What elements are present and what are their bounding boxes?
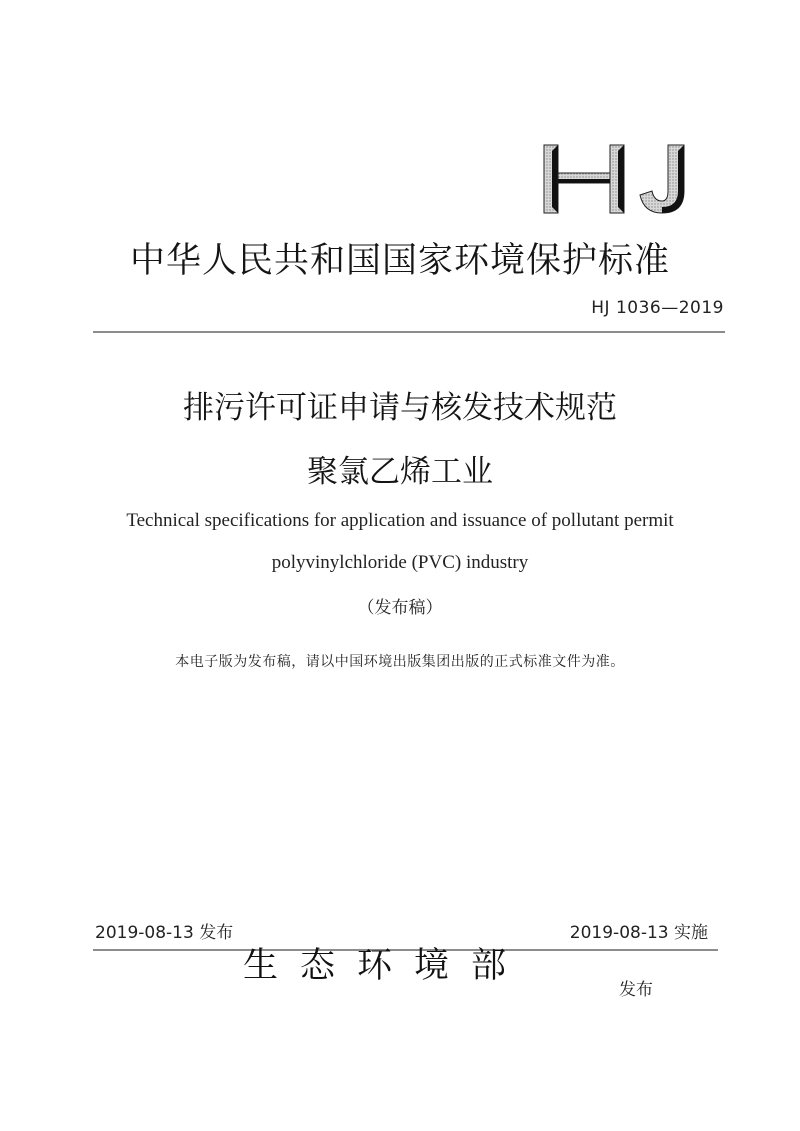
implementation-date: 2019-08-13 实施	[569, 923, 708, 943]
header-divider	[93, 331, 725, 333]
hj-logo-icon	[540, 143, 690, 215]
title-english-line1: Technical specifications for application and issuance of pollutant permit	[126, 510, 674, 531]
issued-label: 发布	[619, 980, 653, 1000]
electronic-version-notice: 本电子版为发布稿，请以中国环境出版集团出版的正式标准文件为准。	[175, 654, 625, 670]
issuing-authority: 生态环境部	[243, 946, 529, 986]
issue-date: 2019-08-13 发布	[95, 923, 234, 943]
draft-label: （发布稿）	[357, 598, 443, 618]
title-chinese-line2: 聚氯乙烯工业	[307, 454, 493, 490]
organization-title: 中华人民共和国国家环境保护标准	[129, 241, 670, 281]
standard-number: HJ 1036—2019	[591, 298, 724, 318]
hj-logo	[540, 143, 690, 215]
title-chinese-line1: 排污许可证申请与核发技术规范	[183, 390, 617, 426]
title-english-line2: polyvinylchloride (PVC) industry	[271, 552, 529, 573]
